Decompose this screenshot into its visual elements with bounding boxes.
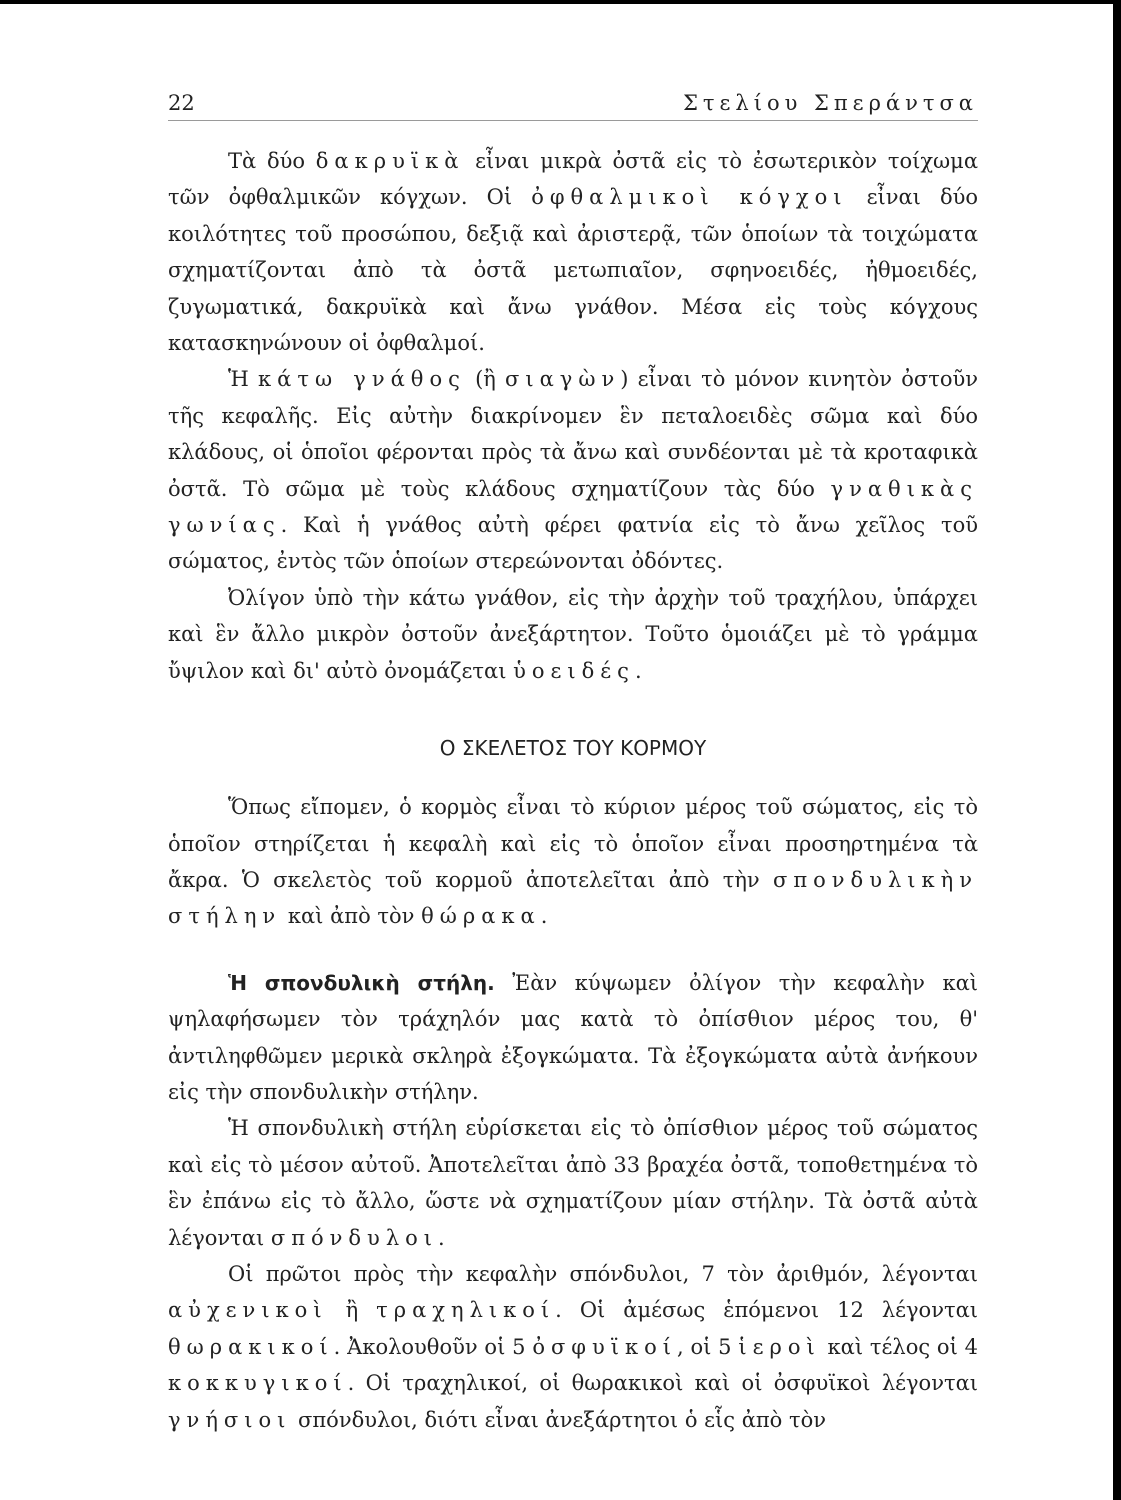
spaced-term: κάτω γνάθος: [258, 367, 466, 392]
spaced-term: αὐχενικοὶ: [168, 1298, 328, 1323]
spaced-term: σπονδυλικὴν στήλην: [168, 867, 978, 929]
text-span: . Καὶ ἡ γνάθος αὐτὴ φέρει φατνία εἰς τὸ ἄνω χεῖλος τοῦ σώματος, ἐντὸς τῶν ὁποίων στερεώνονται ὀδόντες.: [168, 513, 978, 574]
text-span: σπόνδυλοι, διότι εἶναι ἀνεξάρτητοι ὁ εἷς ἀπὸ τὸν: [291, 1407, 827, 1432]
spaced-term: γναθικὰς γωνίας: [168, 476, 978, 538]
paragraph-lower-jaw: [168, 361, 978, 579]
paragraph-lacrimal-bones: [168, 143, 978, 361]
text-span: , οἱ 5: [677, 1334, 739, 1359]
page-content: [168, 88, 978, 1438]
text-span: εἶναι μικρὰ ὀστᾶ εἰς τὸ ἐσωτερικὸν τοίχωμα τῶν ὀφθαλμικῶν κόγχων. Οἱ: [168, 149, 979, 210]
spaced-term: δακρυϊκὰ: [315, 149, 465, 173]
spaced-term: ὀσφυϊκοί: [532, 1334, 677, 1359]
text-span: .: [634, 658, 642, 683]
scan-edge-right: [1113, 0, 1121, 1500]
text-span: καὶ ἀπὸ τὸν: [281, 904, 422, 929]
spaced-term: θωρακικοί: [168, 1334, 334, 1359]
text-span: . Ἀκολουθοῦν οἱ 5: [333, 1334, 533, 1359]
text-span: Ὅπως εἴπομεν, ὁ κορμὸς εἶναι τὸ κύριον μέρος τοῦ σώματος, εἰς τὸ ὁποῖον στηρίζεται ἡ κεφαλὴ καὶ εἰς τὸ ὁποῖον εἶναι προσηρτημένα τὰ ἄκρα. Ὁ σκελετὸς τοῦ κορμοῦ ἀποτελεῖται ἀπὸ τὴν: [168, 795, 978, 892]
page-number: 22: [168, 91, 195, 115]
text-span: .: [438, 1225, 445, 1250]
spaced-term: γνήσιοι: [168, 1407, 292, 1432]
spaced-term: σπόνδυλοι: [270, 1225, 439, 1250]
text-span: εἶναι δύο κοιλότητες τοῦ προσώπου, δεξιᾷ καὶ ἀριστερᾷ, τῶν ὁποίων τὰ τοιχώματα σχηματίζονται ἀπὸ τὰ ὀστᾶ μετωπιαῖον, σφηνοειδές, ἠθμοειδές, ζυγωματικά, δακρυϊκὰ καὶ ἄνω γνάθον. Μέσα εἰς τοὺς κόγχους κατασκηνώνουν οἱ ὀφθαλμοί.: [168, 185, 978, 356]
spaced-term: ὀφθαλμικοὶ κόγχοι: [531, 185, 848, 210]
text-span: . Οἱ τραχηλικοί, οἱ θωρακικοὶ καὶ οἱ ὀσφυϊκοὶ λέγονται: [347, 1371, 978, 1396]
scan-edge-top: [0, 0, 1121, 4]
text-span: ) εἶναι τὸ μόνον κινητὸν ὀστοῦν τῆς κεφαλῆς. Εἰς αὐτὴν διακρίνομεν ἓν πεταλοειδὲς σῶμα καὶ δύο κλάδους, οἱ ὁποῖοι φέρονται πρὸς τὰ ἄνω καὶ συνδέονται μὲ τὰ κροταφικὰ ὀστᾶ. Τὸ σῶμα μὲ τοὺς κλάδους σχηματίζουν τὰς δύο: [168, 367, 978, 501]
text-span: Ἡ σπονδυλικὴ στήλη εὑρίσκεται εἰς τὸ ὀπίσθιον μέρος τοῦ σώματος καὶ εἰς τὸ μέσον αὐτοῦ. Ἀποτελεῖται ἀπὸ 33 βραχέα ὀστᾶ, τοποθετημένα τὸ ἓν ἐπάνω εἰς τὸ ἄλλο, ὥστε νὰ σχηματίζουν μίαν στήλην. Τὰ ὀστᾶ αὐτὰ λέγονται: [168, 1116, 978, 1250]
text-span: (ἢ: [465, 367, 506, 392]
text-span: Τὰ δύο: [228, 149, 316, 173]
section-title: Ο ΣΚΕΛΕΤΟΣ ΤΟΥ ΚΟΡΜΟΥ: [439, 736, 707, 761]
running-header: [168, 88, 978, 121]
text-span: ἢ: [327, 1298, 377, 1323]
text-span: Οἱ πρῶτοι πρὸς τὴν κεφαλὴν σπόνδυλοι, 7 τὸν ἀριθμόν, λέγονται: [228, 1261, 978, 1286]
running-title: Στελίου Σπεράντσα: [683, 91, 978, 115]
paragraph-spine-location: [168, 1110, 978, 1256]
text-span: .: [540, 904, 548, 929]
spaced-term: τραχηλικοί: [376, 1298, 556, 1323]
text-span: Ἐὰν κύψωμεν ὀλίγον τὴν κεφαλὴν καὶ ψηλαφήσωμεν τὸν τράχηλόν μας κατὰ τὸ ὀπίσθιον μέρος του, θ' ἀντιληφθῶμεν μερικὰ σκληρὰ ἐξογκώματα. Τὰ ἐξογκώματα αὐτὰ ἀνήκουν εἰς τὴν σπονδυλικὴν στήλην.: [168, 970, 978, 1104]
text-span: Ἡ: [228, 367, 259, 392]
subsection-heading: Ἡ σπονδυλικὴ στήλη.: [228, 970, 495, 995]
paragraph-hyoid: [168, 580, 978, 689]
spaced-term: θώρακα: [421, 904, 541, 929]
text-span: καὶ τέλος οἱ 4: [820, 1334, 978, 1359]
spaced-term: σιαγὼν: [505, 367, 621, 392]
text-span: Ὀλίγον ὑπὸ τὴν κάτω γνάθον, εἰς τὴν ἀρχὴν τοῦ τραχήλου, ὑπάρχει καὶ ἓν ἄλλο μικρὸν ὀστοῦν ἀνεξάρτητον. Τοῦτο ὁμοιάζει μὲ τὸ γράμμα ὔψιλον καὶ δι' αὐτὸ ὀνομάζεται: [168, 585, 978, 683]
spaced-term: κοκκυγικοί: [168, 1371, 348, 1396]
paragraph-vertebrae-types: [168, 1256, 978, 1438]
paragraph-spine-intro: [168, 965, 978, 1111]
spaced-term: ἱεροὶ: [738, 1334, 821, 1359]
spaced-term: ὑοειδές: [513, 658, 635, 683]
paragraph-trunk-skeleton: [168, 789, 978, 935]
text-span: . Οἱ ἀμέσως ἑπόμενοι 12 λέγονται: [555, 1298, 979, 1323]
